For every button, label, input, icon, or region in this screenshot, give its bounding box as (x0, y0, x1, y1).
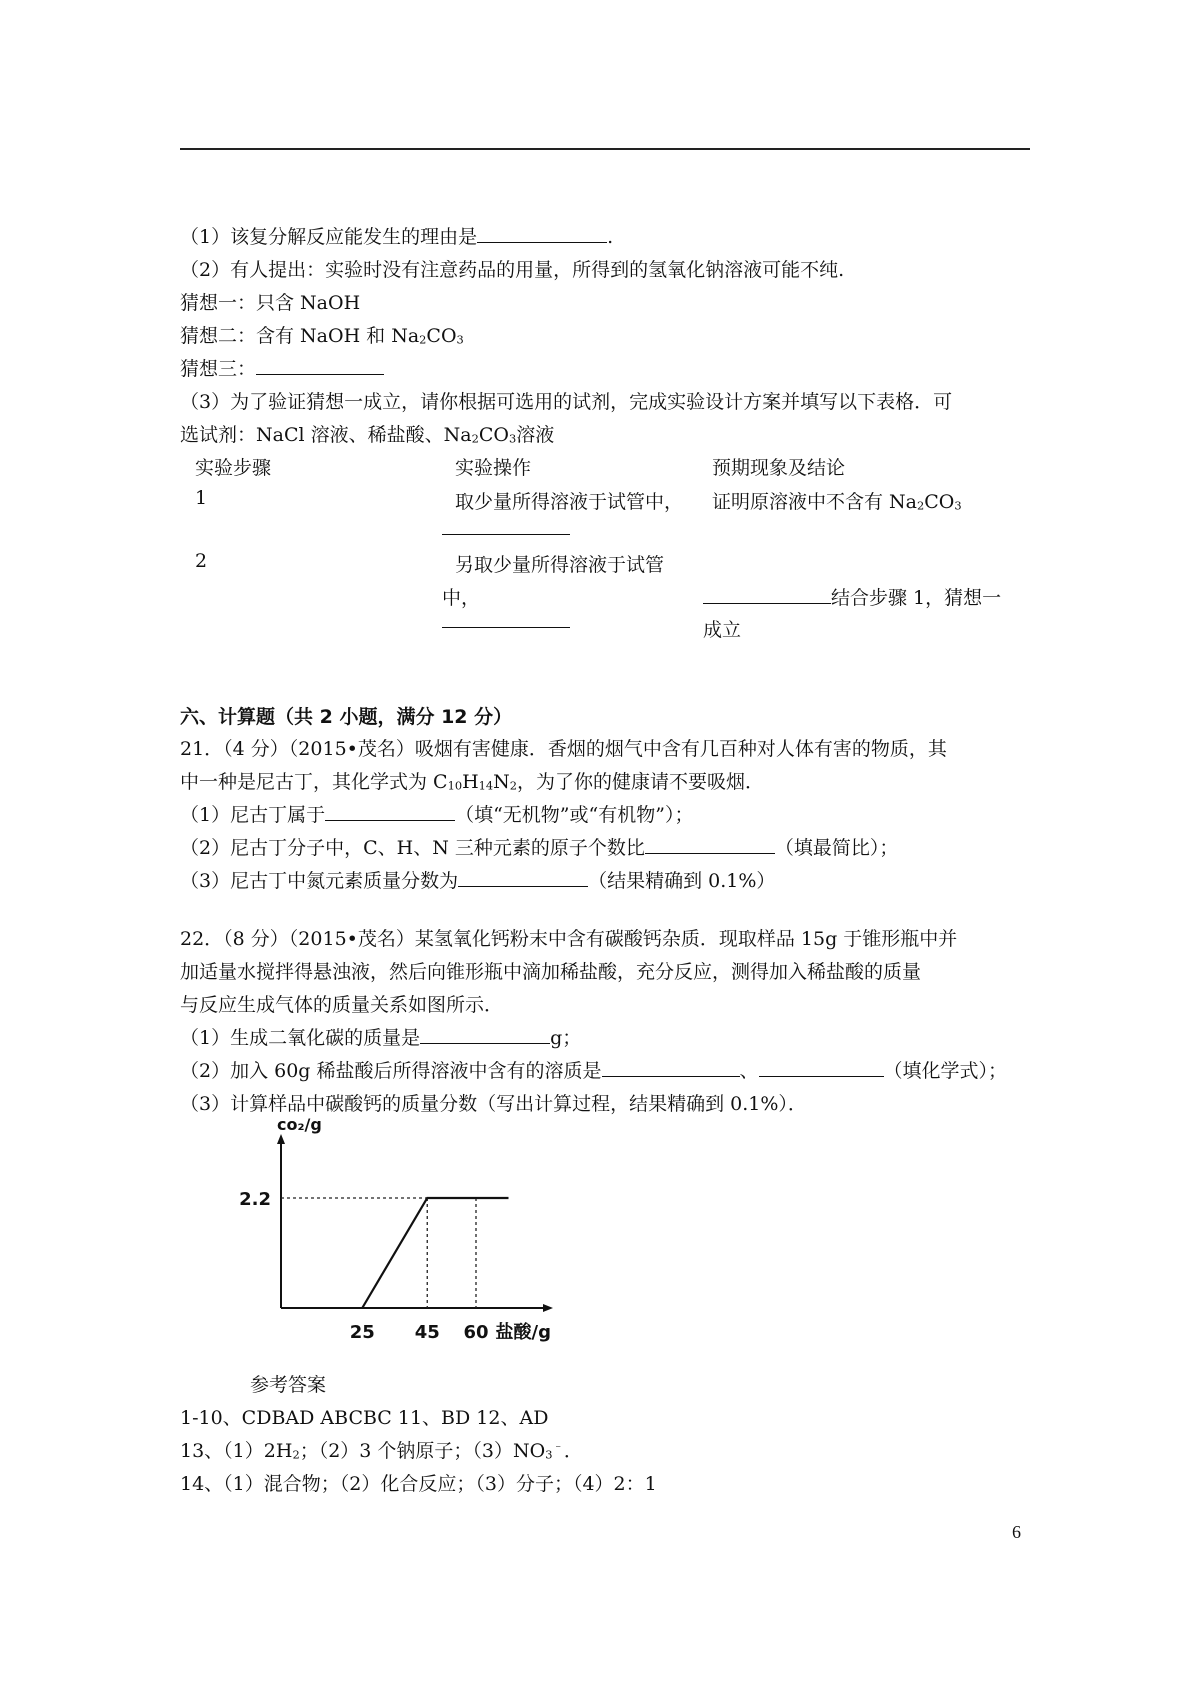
guess-1: 猜想一：只含 NaOH (180, 292, 361, 314)
answer-blank[interactable] (645, 834, 775, 854)
answer-blank[interactable] (602, 1057, 740, 1077)
answers-line1: 1-10、CDBAD ABCBC 11、BD 12、AD (180, 1407, 549, 1429)
table-row1-result: 证明原溶液中不含有 $Na_2CO_3$ (712, 491, 962, 513)
q22-sub2: （2）加入 60g 稀盐酸后所得溶液中含有的溶质是 、 （填化学式）； (180, 1056, 1007, 1083)
guess-2: 猜想二：含有 NaOH 和 $Na_2CO_3$ (180, 325, 464, 347)
q20-part3-line1: （3）为了验证猜想一成立，请你根据可选用的试剂，完成实验设计方案并填写以下表格．可 (180, 391, 953, 413)
q22-line2: 加适量水搅拌得悬浊液，然后向锥形瓶中滴加稀盐酸，充分反应，测得加入稀盐酸的质量 (180, 961, 922, 983)
table-row1-blank[interactable] (442, 515, 570, 540)
answer-blank[interactable] (325, 801, 455, 821)
table-row2-result-line1: 结合步骤 1，猜想一 (703, 583, 1001, 610)
table-row1-operation: 取少量所得溶液于试管中， (455, 491, 684, 513)
q20-part2: （2）有人提出：实验时没有注意药品的用量，所得到的氢氧化钠溶液可能不纯. (180, 259, 845, 281)
answer-blank[interactable] (458, 867, 588, 887)
q21-sub3: （3）尼古丁中氮元素质量分数为 （结果精确到 0.1%） (180, 866, 775, 893)
section-title: 六、计算题（共 2 小题，满分 12 分） (180, 706, 513, 728)
x-tick-label: 60 (463, 1322, 489, 1343)
answers-line3: 14、（1）混合物；（2）化合反应；（3）分子；（4）2：1 (180, 1473, 657, 1495)
q21-line2: 中一种是尼古丁，其化学式为 $C_{10}H_{14}N_2$，为了你的健康请不要吸烟． (180, 771, 765, 793)
guess-3: 猜想三： (180, 354, 384, 381)
co2-chart (225, 1118, 555, 1353)
q20-part3-line2: 选试剂：NaCl 溶液、稀盐酸、$Na_2CO_3$溶液 (180, 424, 555, 446)
x-axis-arrow (543, 1304, 553, 1312)
table-header-result: 预期现象及结论 (712, 457, 846, 479)
table-row1-step: 1 (195, 487, 208, 509)
x-tick-label: 25 (349, 1322, 375, 1343)
table-row2-operation-line1: 另取少量所得溶液于试管 (455, 554, 665, 576)
answer-blank[interactable] (420, 1024, 550, 1044)
q22-line1: 22．（8 分）（2015•茂名）某氢氧化钙粉末中含有碳酸钙杂质．现取样品 15g 于锥形瓶中并 (180, 928, 958, 950)
q21-line1: 21．（4 分）（2015•茂名）吸烟有害健康．香烟的烟气中含有几百种对人体有害的物质，其 (180, 738, 947, 760)
table-header-step: 实验步骤 (195, 457, 272, 479)
q20-part1: （1）该复分解反应能发生的理由是 . (180, 222, 613, 249)
answer-blank[interactable] (759, 1057, 884, 1077)
page-number: 6 (1012, 1522, 1021, 1542)
q22-sub1: （1）生成二氧化碳的质量是 g； (180, 1023, 581, 1050)
table-row2-step: 2 (195, 550, 208, 572)
header-rule (180, 148, 1030, 150)
answer-blank[interactable] (477, 223, 607, 243)
answers-line2: 13、$(1)2H_2$；（2）3 个钠原子；$(3)NO_3^﹣$． (180, 1438, 583, 1462)
y-tick-label: 2.2 (239, 1189, 271, 1210)
q22-line3: 与反应生成气体的质量关系如图所示． (180, 994, 504, 1016)
answers-title: 参考答案 (250, 1374, 327, 1396)
answer-blank[interactable] (256, 355, 384, 375)
q21-sub2: （2）尼古丁分子中，C、H、N 三种元素的原子个数比 （填最简比）； (180, 833, 898, 860)
q21-sub1: （1）尼古丁属于 （填“无机物”或“有机物”）； (180, 800, 693, 827)
x-axis-label: 盐酸/g (495, 1322, 551, 1343)
y-axis-arrow (277, 1134, 285, 1144)
answer-blank[interactable] (703, 584, 831, 604)
y-axis-label: co₂/g (277, 1118, 322, 1134)
series-line (362, 1198, 508, 1308)
table-row2-operation-blank[interactable] (442, 608, 570, 633)
table-row2-operation-line2: 中， (442, 587, 481, 609)
x-tick-label: 45 (414, 1322, 440, 1343)
q22-sub3: （3）计算样品中碳酸钙的质量分数（写出计算过程，结果精确到 0.1%）． (180, 1093, 807, 1115)
table-header-operation: 实验操作 (455, 457, 532, 479)
table-row2-result-line2: 成立 (703, 619, 742, 641)
